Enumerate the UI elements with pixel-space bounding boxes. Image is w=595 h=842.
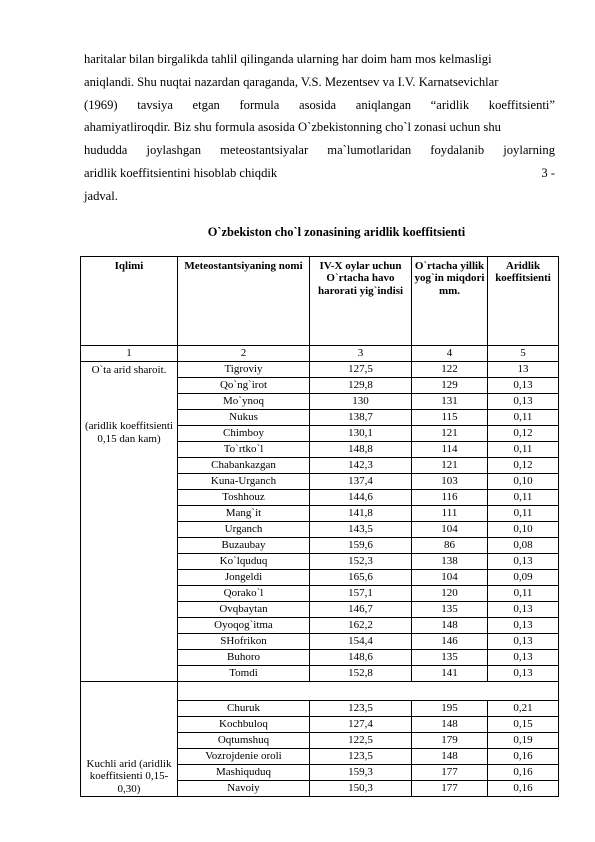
paragraph-line: (1969) tavsiya etgan formula asosida aniqlangan “aridlik koeffitsienti” bbox=[84, 97, 555, 112]
temperature-sum-cell: 141,8 bbox=[310, 506, 412, 522]
aridity-coefficient-cell: 0,13 bbox=[488, 634, 559, 650]
aridity-coefficient-cell: 0,13 bbox=[488, 602, 559, 618]
temperature-sum-cell: 159,6 bbox=[310, 538, 412, 554]
temperature-sum-cell: 146,7 bbox=[310, 602, 412, 618]
aridity-coefficient-cell: 0,16 bbox=[488, 765, 559, 781]
aridity-coefficient-cell: 0,15 bbox=[488, 717, 559, 733]
station-name-cell: Vozrojdenie oroli bbox=[178, 749, 310, 765]
precipitation-cell: 179 bbox=[412, 733, 488, 749]
station-name-cell: Jongeldi bbox=[178, 570, 310, 586]
station-name-cell: Urganch bbox=[178, 522, 310, 538]
station-name-cell: Chabankazgan bbox=[178, 458, 310, 474]
aridity-coefficient-cell: 0,10 bbox=[488, 474, 559, 490]
temperature-sum-cell: 159,3 bbox=[310, 765, 412, 781]
station-name-cell: Ko`lquduq bbox=[178, 554, 310, 570]
aridity-coefficient-cell: 13 bbox=[488, 362, 559, 378]
precipitation-cell: 146 bbox=[412, 634, 488, 650]
temperature-sum-cell: 122,5 bbox=[310, 733, 412, 749]
aridity-coefficient-cell: 0,13 bbox=[488, 394, 559, 410]
header-precipitation: O`rtacha yillik yog`in miqdori mm. bbox=[412, 257, 488, 346]
precipitation-cell: 131 bbox=[412, 394, 488, 410]
station-name-cell: Mang`it bbox=[178, 506, 310, 522]
station-name-cell: Buzaubay bbox=[178, 538, 310, 554]
aridity-coefficient-cell: 0,13 bbox=[488, 650, 559, 666]
body-paragraph bbox=[84, 48, 555, 208]
temperature-sum-cell: 165,6 bbox=[310, 570, 412, 586]
precipitation-cell: 121 bbox=[412, 458, 488, 474]
paragraph-line-text: aridlik koeffitsientini hisoblab chiqdik bbox=[84, 165, 278, 180]
aridity-coefficient-cell: 0,11 bbox=[488, 410, 559, 426]
aridity-coefficient-cell: 0,11 bbox=[488, 490, 559, 506]
column-number: 5 bbox=[488, 346, 559, 362]
table-spacer-row bbox=[81, 682, 559, 701]
precipitation-cell: 177 bbox=[412, 765, 488, 781]
precipitation-cell: 148 bbox=[412, 717, 488, 733]
temperature-sum-cell: 152,3 bbox=[310, 554, 412, 570]
header-iqlimi: Iqlimi bbox=[81, 257, 178, 346]
column-number: 1 bbox=[81, 346, 178, 362]
precipitation-cell: 135 bbox=[412, 650, 488, 666]
column-number: 3 bbox=[310, 346, 412, 362]
temperature-sum-cell: 152,8 bbox=[310, 666, 412, 682]
temperature-sum-cell: 148,6 bbox=[310, 650, 412, 666]
aridity-coefficient-cell: 0,21 bbox=[488, 701, 559, 717]
aridity-coefficient-cell: 0,16 bbox=[488, 781, 559, 797]
station-name-cell: Toshhouz bbox=[178, 490, 310, 506]
temperature-sum-cell: 127,4 bbox=[310, 717, 412, 733]
precipitation-cell: 195 bbox=[412, 701, 488, 717]
column-number: 2 bbox=[178, 346, 310, 362]
climate-group-label: O`ta arid sharoit. bbox=[91, 364, 167, 376]
precipitation-cell: 120 bbox=[412, 586, 488, 602]
station-name-cell: Tigroviy bbox=[178, 362, 310, 378]
station-name-cell: Oyoqog`itma bbox=[178, 618, 310, 634]
header-temperature: IV-X oylar uchun O`rtacha havo harorati yig`indisi bbox=[310, 257, 412, 346]
temperature-sum-cell: 144,6 bbox=[310, 490, 412, 506]
temperature-sum-cell: 143,5 bbox=[310, 522, 412, 538]
station-name-cell: SHofrikon bbox=[178, 634, 310, 650]
aridity-coefficient-cell: 0,11 bbox=[488, 586, 559, 602]
table-header-row bbox=[81, 257, 559, 346]
temperature-sum-cell: 137,4 bbox=[310, 474, 412, 490]
aridity-coefficient-cell: 0,12 bbox=[488, 426, 559, 442]
station-name-cell: Nukus bbox=[178, 410, 310, 426]
paragraph-line: hududda joylashgan meteostantsiyalar ma`lumotlaridan foydalanib joylarning bbox=[84, 143, 555, 158]
aridity-coefficient-cell: 0,19 bbox=[488, 733, 559, 749]
paragraph-line: aniqlandi. Shu nuqtai nazardan qaraganda, V.S. Mezentsev va I.V. Karnatsevichlar bbox=[84, 74, 499, 89]
temperature-sum-cell: 123,5 bbox=[310, 749, 412, 765]
aridity-table bbox=[80, 256, 559, 797]
aridity-coefficient-cell: 0,13 bbox=[488, 378, 559, 394]
precipitation-cell: 114 bbox=[412, 442, 488, 458]
precipitation-cell: 148 bbox=[412, 749, 488, 765]
precipitation-cell: 122 bbox=[412, 362, 488, 378]
temperature-sum-cell: 154,4 bbox=[310, 634, 412, 650]
station-name-cell: Navoiy bbox=[178, 781, 310, 797]
paragraph-line: ahamiyatliroqdir. Biz shu formula asosida O`zbekistonning cho`l zonasi uchun shu bbox=[84, 120, 501, 135]
temperature-sum-cell: 130,1 bbox=[310, 426, 412, 442]
header-aridity: Aridlik koeffitsienti bbox=[488, 257, 559, 346]
climate-group-label: Kuchli arid (aridlik koeffitsienti 0,15-0,30) bbox=[86, 757, 172, 795]
station-name-cell: Qo`ng`irot bbox=[178, 378, 310, 394]
climate-group-cell bbox=[81, 682, 178, 797]
temperature-sum-cell: 150,3 bbox=[310, 781, 412, 797]
aridity-coefficient-cell: 0,12 bbox=[488, 458, 559, 474]
station-name-cell: To`rtko`l bbox=[178, 442, 310, 458]
station-name-cell: Buhoro bbox=[178, 650, 310, 666]
temperature-sum-cell: 129,8 bbox=[310, 378, 412, 394]
precipitation-cell: 138 bbox=[412, 554, 488, 570]
paragraph-line: jadval. bbox=[84, 188, 118, 203]
aridity-coefficient-cell: 0,13 bbox=[488, 554, 559, 570]
station-name-cell: Qorako`l bbox=[178, 586, 310, 602]
header-station: Meteostantsiyaning nomi bbox=[178, 257, 310, 346]
temperature-sum-cell: 157,1 bbox=[310, 586, 412, 602]
paragraph-line: haritalar bilan birgalikda tahlil qilinganda ularning har doim ham mos kelmasligi bbox=[84, 52, 492, 66]
precipitation-cell: 148 bbox=[412, 618, 488, 634]
precipitation-cell: 116 bbox=[412, 490, 488, 506]
column-number-row bbox=[81, 346, 559, 362]
precipitation-cell: 135 bbox=[412, 602, 488, 618]
aridity-coefficient-cell: 0,08 bbox=[488, 538, 559, 554]
aridity-coefficient-cell: 0,13 bbox=[488, 618, 559, 634]
precipitation-cell: 86 bbox=[412, 538, 488, 554]
station-name-cell: Chimboy bbox=[178, 426, 310, 442]
station-name-cell: Kuna-Urganch bbox=[178, 474, 310, 490]
temperature-sum-cell: 138,7 bbox=[310, 410, 412, 426]
precipitation-cell: 103 bbox=[412, 474, 488, 490]
aridity-coefficient-cell: 0,09 bbox=[488, 570, 559, 586]
temperature-sum-cell: 127,5 bbox=[310, 362, 412, 378]
station-name-cell: Mashiquduq bbox=[178, 765, 310, 781]
column-number: 4 bbox=[412, 346, 488, 362]
temperature-sum-cell: 162,2 bbox=[310, 618, 412, 634]
table-row bbox=[81, 362, 559, 378]
table-body bbox=[81, 346, 559, 797]
climate-group-cell bbox=[81, 362, 178, 682]
table-reference: 3 - bbox=[541, 165, 555, 180]
precipitation-cell: 141 bbox=[412, 666, 488, 682]
precipitation-cell: 121 bbox=[412, 426, 488, 442]
precipitation-cell: 104 bbox=[412, 570, 488, 586]
precipitation-cell: 177 bbox=[412, 781, 488, 797]
aridity-coefficient-cell: 0,10 bbox=[488, 522, 559, 538]
paragraph-line bbox=[84, 162, 555, 185]
temperature-sum-cell: 148,8 bbox=[310, 442, 412, 458]
precipitation-cell: 104 bbox=[412, 522, 488, 538]
table-title: O`zbekiston cho`l zonasining aridlik koeffitsienti bbox=[207, 225, 466, 239]
station-name-cell: Kochbuloq bbox=[178, 717, 310, 733]
aridity-coefficient-cell: 0,11 bbox=[488, 506, 559, 522]
temperature-sum-cell: 130 bbox=[310, 394, 412, 410]
climate-group-note: (aridlik koeffitsienti 0,15 dan kam) bbox=[84, 420, 174, 445]
station-name-cell: Churuk bbox=[178, 701, 310, 717]
aridity-coefficient-cell: 0,11 bbox=[488, 442, 559, 458]
precipitation-cell: 129 bbox=[412, 378, 488, 394]
station-name-cell: Oqtumshuq bbox=[178, 733, 310, 749]
temperature-sum-cell: 142,3 bbox=[310, 458, 412, 474]
aridity-coefficient-cell: 0,16 bbox=[488, 749, 559, 765]
precipitation-cell: 115 bbox=[412, 410, 488, 426]
station-name-cell: Mo`ynoq bbox=[178, 394, 310, 410]
temperature-sum-cell: 123,5 bbox=[310, 701, 412, 717]
precipitation-cell: 111 bbox=[412, 506, 488, 522]
aridity-coefficient-cell: 0,13 bbox=[488, 666, 559, 682]
station-name-cell: Tomdi bbox=[178, 666, 310, 682]
station-name-cell: Ovqbaytan bbox=[178, 602, 310, 618]
spacer-cell bbox=[178, 682, 559, 701]
